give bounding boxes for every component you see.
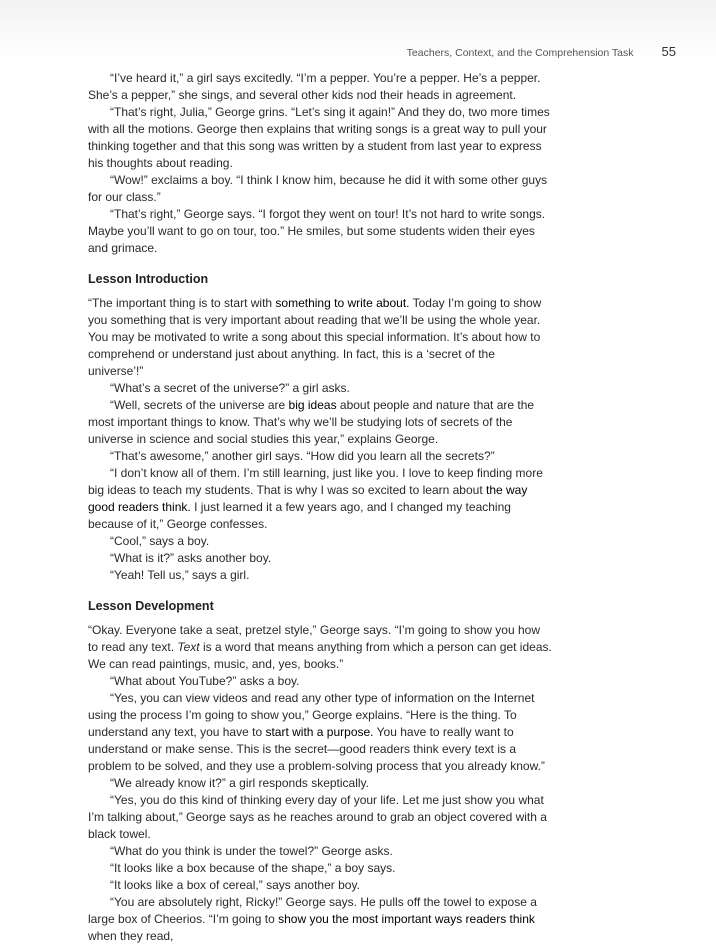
paragraph: “Wow!” exclaims a boy. “I think I know him, because he did it with some other guys for our class.” (88, 173, 548, 204)
emphasis-text: something to write about. (275, 296, 410, 310)
section-heading-development: Lesson Development (88, 599, 214, 613)
text-run: “You are absolutely right, Ricky!” George says. He pulls off the towel to expose a large box of Cheerios. “I’m going to (88, 895, 537, 926)
paragraph (88, 295, 552, 380)
paragraph: “What about YouTube?” asks a boy. (110, 674, 300, 688)
paragraph: “What’s a secret of the universe?” a girl asks. (110, 381, 350, 395)
text-run: “Well, secrets of the universe are (110, 398, 289, 412)
paragraph: “What is it?” asks another boy. (110, 551, 272, 565)
paragraph: “That’s right, Julia,” George grins. “Let’s sing it again!” And they do, two more times with all the motions. George then explains that writing songs is a great way to pull your thinking together and that this song was written by a student from last year to express his thoughts about reading. (88, 105, 550, 170)
text-run: Today I’m going to show you something that is very important about reading that we’ll be using the whole year. You may be motivated to write a song about this special information. It’s about how to comprehend or understand just about anything. In fact, this is a ‘secret of the universe’!” (88, 296, 542, 378)
paragraph: “It looks like a box of cereal,” says another boy. (110, 878, 360, 892)
paragraph: “I’ve heard it,” a girl says excitedly. “I’m a pepper. You’re a pepper. He’s a pepper. She’s a pepper,” she sings, and several other kids nod their heads in agreement. (88, 71, 541, 102)
page-body (88, 70, 552, 945)
paragraph: “What do you think is under the towel?” George asks. (110, 844, 393, 858)
text-run: about people and nature that are the most important things to know. That’s why we’ll be studying lots of secrets of the universe in science and social studies this year,” explains George. (88, 398, 535, 446)
text-run: “Yes, you can view videos and read any other type of information on the Internet using the process I’m going to show you,” George explains. “Here is the thing. To understand any text, you have to (88, 691, 535, 739)
paragraph (88, 894, 552, 945)
paragraph: “Yeah! Tell us,” says a girl. (110, 568, 250, 582)
page-number: 55 (661, 44, 676, 59)
paragraph: “Cool,” says a boy. (110, 534, 210, 548)
emphasis-text: big ideas (288, 398, 337, 412)
paragraph: “That’s right,” George says. “I forgot they went on tour! It’s not hard to write songs. Maybe you’ll want to go on tour, too.” He smiles, but some students widen their eyes and grimace. (88, 207, 546, 255)
paragraph: “We already know it?” a girl responds skeptically. (110, 776, 369, 790)
text-run: is a word that means anything from which a person can get ideas. We can read paintings, music, and, yes, books.” (88, 640, 552, 671)
text-run: “I don’t know all of them. I’m still learning, just like you. I love to keep finding more big ideas to teach my students. That is why I was so excited to learn about (88, 466, 543, 497)
paragraph: “Yes, you do this kind of thinking every day of your life. Let me just show you what I’m talking about,” George says as he reaches around to grab an object covered with a black towel. (88, 793, 547, 841)
running-title: Teachers, Context, and the Comprehension Task (406, 47, 634, 59)
paragraph (88, 465, 552, 533)
text-run: I just learned it a few years ago, and I changed my teaching because of it,” George confesses. (88, 500, 511, 531)
running-header (407, 44, 676, 59)
emphasis-text: show you the most important ways readers think (278, 912, 535, 926)
paragraph (88, 622, 552, 673)
paragraph: “It looks like a box because of the shape,” a boy says. (110, 861, 396, 875)
section-heading-intro: Lesson Introduction (88, 272, 209, 286)
paragraph: “That’s awesome,” another girl says. “How did you learn all the secrets?” (110, 449, 495, 463)
text-run: You have to really want to understand or make sense. This is the secret—good readers think every text is a problem to be solved, and they use a problem-solving process that you already know.” (88, 725, 545, 773)
text-run: when they read, (88, 929, 174, 943)
text-run: “The important thing is to start with (88, 296, 276, 310)
text-run: “Okay. Everyone take a seat, pretzel style,” George says. “I’m going to show you how to read any text. (88, 623, 540, 654)
emphasis-text: the way good readers think. (88, 483, 528, 514)
paragraph (88, 397, 552, 448)
emphasis-text: start with a purpose. (265, 725, 374, 739)
paragraph (88, 690, 552, 775)
italic-text: Text (177, 640, 200, 654)
